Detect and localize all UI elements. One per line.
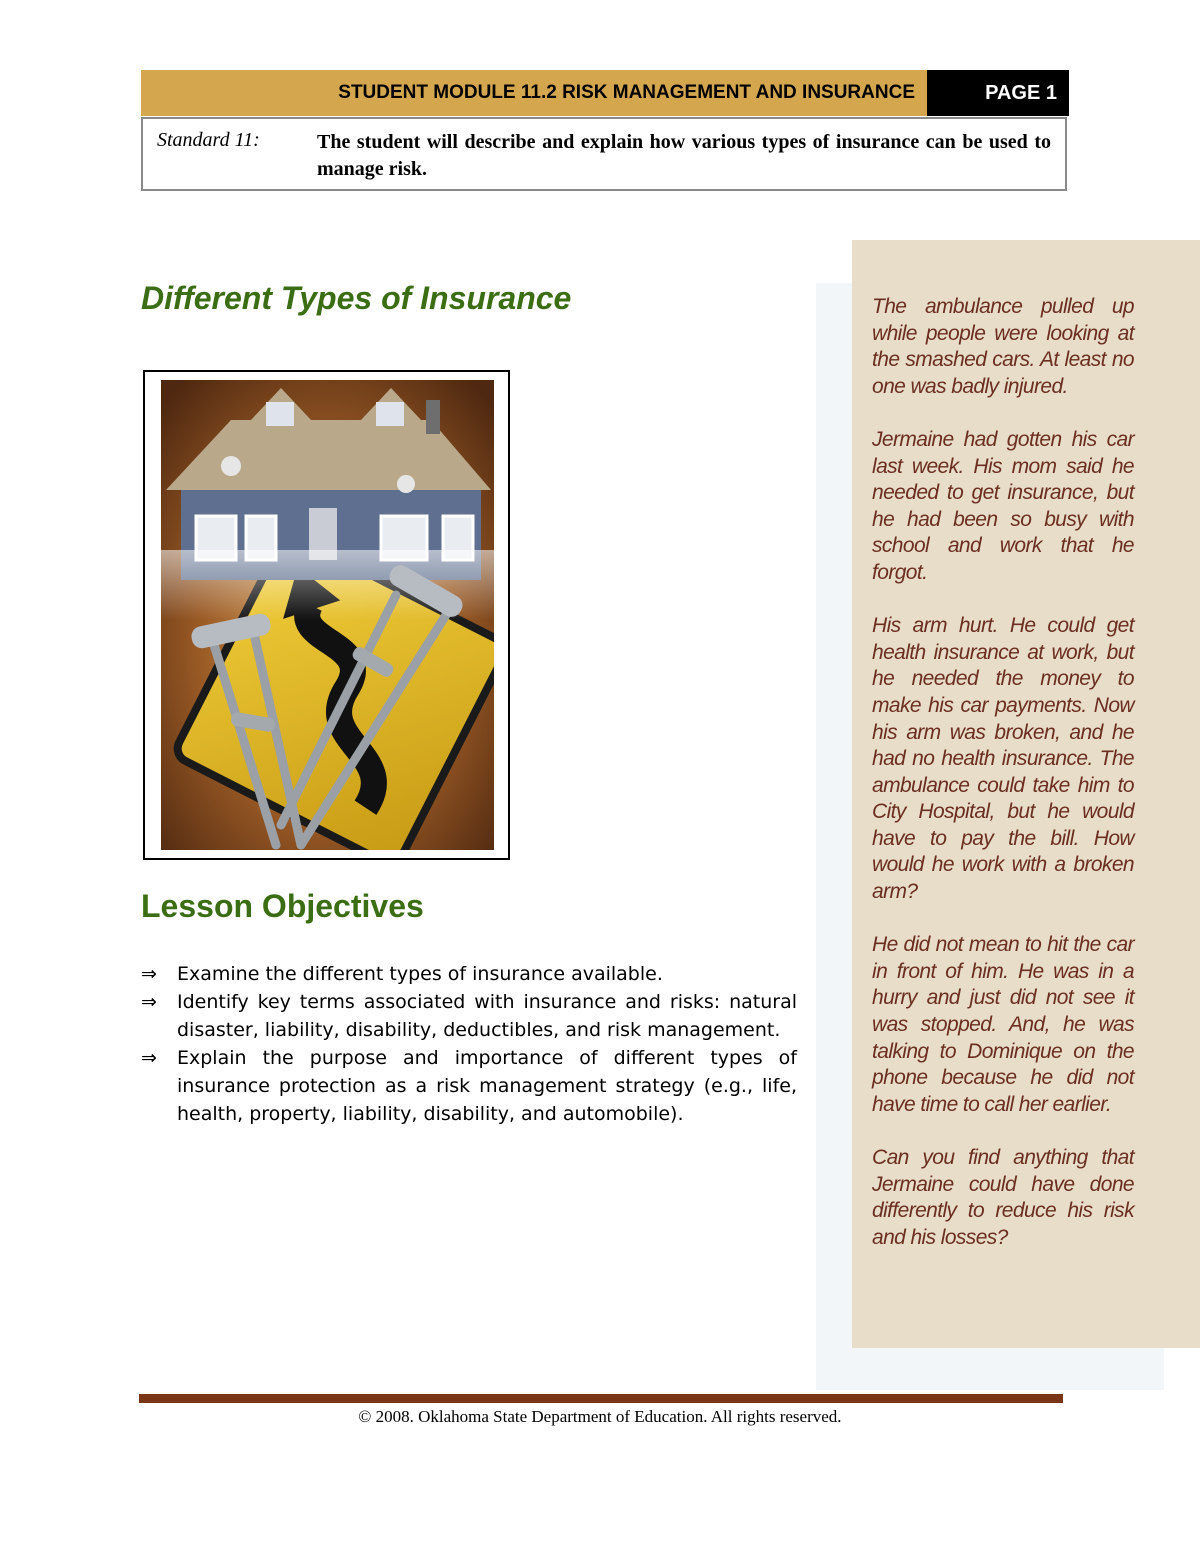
objectives-list [141, 960, 797, 1128]
house-crutches-road-sign-image [161, 380, 494, 850]
insurance-illustration [143, 370, 510, 860]
arrow-icon: ⇒ [141, 991, 157, 1013]
list-item [141, 988, 797, 1044]
copyright-text: © 2008. Oklahoma State Department of Education. All rights reserved. [358, 1407, 842, 1426]
standard-text: The student will describe and explain how various types of insurance can be used to manage risk. [317, 131, 1051, 180]
arrow-icon: ⇒ [141, 963, 157, 985]
standard-box [141, 117, 1067, 191]
story-paragraph: His arm hurt. He could get health insurance at work, but he needed the money to make his car payments. Now his arm was broken, and he had no health insurance. The ambulance could take him to City Hospital, but he would have to pay the bill. How would he work with a broken arm? [872, 614, 1134, 904]
list-item [141, 960, 797, 988]
objective-text: Explain the purpose and importance of different types of insurance protection as a risk management strategy (e.g., life, health, property, liability, disability, and automobile). [177, 1047, 797, 1125]
arrow-icon: ⇒ [141, 1047, 157, 1069]
story-paragraph: The ambulance pulled up while people were looking at the smashed cars. At least no one was badly injured. [872, 295, 1134, 398]
footer-divider [139, 1394, 1063, 1403]
standard-label: Standard 11: [157, 129, 260, 151]
list-item [141, 1044, 797, 1128]
section-title: Different Types of Insurance [141, 280, 572, 316]
objective-text: Examine the different types of insurance available. [177, 963, 663, 985]
objectives-title: Lesson Objectives [141, 888, 424, 924]
sidebar-story [872, 294, 1134, 1278]
story-paragraph: Can you find anything that Jermaine could have done differently to reduce his risk and his losses? [872, 1146, 1134, 1249]
module-header [141, 70, 1069, 116]
objective-text: Identify key terms associated with insurance and risks: natural disaster, liability, disability, deductibles, and risk management. [177, 991, 797, 1041]
story-paragraph: Jermaine had gotten his car last week. His mom said he needed to get insurance, but he had been so busy with school and work that he forgot. [872, 427, 1134, 584]
story-paragraph: He did not mean to hit the car in front of him. He was in a hurry and just did not see it was stopped. And, he was talking to Dominique on the phone because he did not have time to call her earlier. [872, 933, 1134, 1116]
module-title: STUDENT MODULE 11.2 RISK MANAGEMENT AND INSURANCE [141, 70, 927, 116]
page-number: PAGE 1 [927, 70, 1069, 116]
